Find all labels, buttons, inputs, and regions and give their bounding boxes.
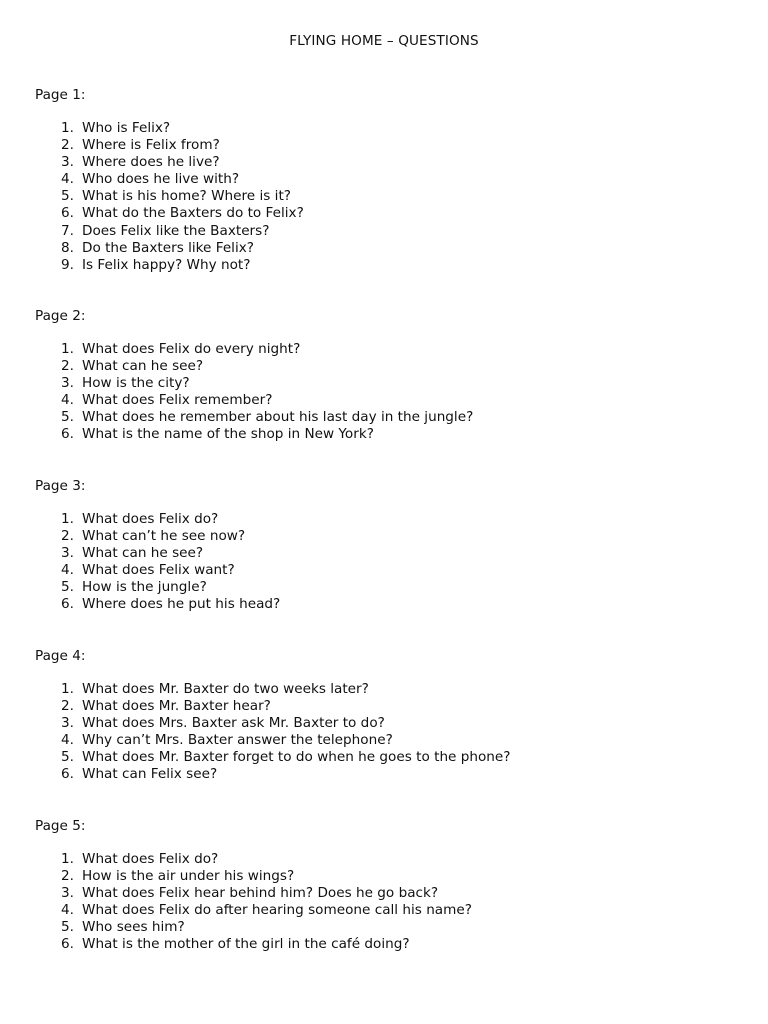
section-page-4 <box>35 648 735 784</box>
question-item <box>35 851 735 868</box>
question-text: What can’t he see now? <box>82 528 246 545</box>
document-title: FLYING HOME – QUESTIONS <box>289 33 479 49</box>
question-number: 3. <box>61 375 74 392</box>
question-list <box>35 511 735 614</box>
question-number: 6. <box>61 426 74 443</box>
question-number: 3. <box>61 545 74 562</box>
question-number: 5. <box>61 409 74 426</box>
question-text: How is the air under his wings? <box>82 868 295 885</box>
question-text: How is the city? <box>82 375 190 392</box>
question-item <box>35 868 735 885</box>
question-text: What does Felix do after hearing someone call his name? <box>82 902 472 919</box>
question-number: 3. <box>61 154 74 171</box>
section-label: Page 5: <box>35 818 86 834</box>
question-number: 6. <box>61 596 74 613</box>
question-list <box>35 120 735 274</box>
question-item <box>35 936 735 953</box>
question-text: Who is Felix? <box>82 120 171 136</box>
question-text: What does Mr. Baxter do two weeks later? <box>82 681 369 697</box>
question-text: How is the jungle? <box>82 579 207 596</box>
question-number: 5. <box>61 749 74 766</box>
section-page-5 <box>35 818 735 954</box>
question-item <box>35 426 735 443</box>
question-number: 8. <box>61 239 74 256</box>
question-number: 1. <box>61 511 74 527</box>
question-item <box>35 596 735 613</box>
question-item <box>35 409 735 426</box>
question-item <box>35 240 735 257</box>
question-number: 4. <box>61 732 74 749</box>
question-item <box>35 919 735 936</box>
question-text: What does Mrs. Baxter ask Mr. Baxter to do? <box>82 715 385 732</box>
question-item <box>35 120 735 137</box>
question-number: 9. <box>61 256 74 273</box>
question-text: What does Felix hear behind him? Does he go back? <box>82 885 439 902</box>
question-text: Who sees him? <box>82 919 185 936</box>
question-number: 7. <box>61 222 74 239</box>
question-text: What can Felix see? <box>82 766 218 783</box>
section-page-3 <box>35 478 735 614</box>
question-text: What is his home? Where is it? <box>82 188 291 205</box>
question-item <box>35 885 735 902</box>
question-item <box>35 749 735 766</box>
question-number: 4. <box>61 171 74 188</box>
question-item <box>35 392 735 409</box>
section-label: Page 4: <box>35 648 86 664</box>
question-number: 5. <box>61 188 74 205</box>
question-text: What does he remember about his last day in the jungle? <box>82 409 474 426</box>
question-number: 4. <box>61 902 74 919</box>
question-number: 1. <box>61 120 74 136</box>
question-item <box>35 681 735 698</box>
question-item <box>35 154 735 171</box>
question-item <box>35 205 735 222</box>
question-text: Do the Baxters like Felix? <box>82 239 254 256</box>
question-item <box>35 358 735 375</box>
section-label: Page 3: <box>35 478 86 494</box>
question-text: What can he see? <box>82 545 204 562</box>
question-number: 1. <box>61 341 74 357</box>
question-number: 4. <box>61 562 74 579</box>
question-item <box>35 188 735 205</box>
question-text: What does Felix do? <box>82 851 219 867</box>
section-page-1 <box>35 87 735 274</box>
question-text: Where does he live? <box>82 154 220 171</box>
question-item <box>35 223 735 240</box>
question-number: 1. <box>61 681 74 697</box>
question-item <box>35 545 735 562</box>
question-text: What do the Baxters do to Felix? <box>82 205 304 222</box>
question-item <box>35 257 735 274</box>
question-number: 1. <box>61 851 74 867</box>
question-number: 2. <box>61 358 74 375</box>
question-number: 6. <box>61 205 74 222</box>
question-text: Who does he live with? <box>82 171 240 188</box>
question-number: 2. <box>61 698 74 715</box>
question-list <box>35 681 735 784</box>
question-number: 3. <box>61 885 74 902</box>
question-item <box>35 171 735 188</box>
question-number: 2. <box>61 137 74 154</box>
question-item <box>35 732 735 749</box>
question-number: 6. <box>61 766 74 783</box>
question-item <box>35 579 735 596</box>
section-page-2 <box>35 308 735 444</box>
question-text: What does Felix want? <box>82 562 235 579</box>
question-number: 2. <box>61 528 74 545</box>
question-item <box>35 698 735 715</box>
question-text: Where does he put his head? <box>82 596 281 613</box>
section-label: Page 1: <box>35 87 86 103</box>
question-item <box>35 375 735 392</box>
question-text: What does Mr. Baxter forget to do when he goes to the phone? <box>82 749 511 766</box>
section-label: Page 2: <box>35 308 86 324</box>
question-item <box>35 902 735 919</box>
question-text: What does Mr. Baxter hear? <box>82 698 271 715</box>
question-item <box>35 766 735 783</box>
question-list <box>35 851 735 954</box>
question-item <box>35 715 735 732</box>
question-number: 4. <box>61 392 74 409</box>
question-number: 5. <box>61 919 74 936</box>
question-text: Where is Felix from? <box>82 137 220 154</box>
question-number: 3. <box>61 715 74 732</box>
question-item <box>35 511 735 528</box>
question-item <box>35 528 735 545</box>
question-text: What can he see? <box>82 358 204 375</box>
question-number: 6. <box>61 936 74 953</box>
question-number: 2. <box>61 868 74 885</box>
question-text: Is Felix happy? Why not? <box>82 256 251 273</box>
question-text: What is the mother of the girl in the café doing? <box>82 936 410 953</box>
question-item <box>35 562 735 579</box>
question-text: What does Felix do every night? <box>82 341 301 357</box>
question-text: Why can’t Mrs. Baxter answer the telephone? <box>82 732 393 749</box>
question-text: What is the name of the shop in New York? <box>82 426 374 443</box>
question-text: Does Felix like the Baxters? <box>82 222 270 239</box>
question-text: What does Felix do? <box>82 511 219 527</box>
question-list <box>35 341 735 444</box>
question-item <box>35 341 735 358</box>
question-text: What does Felix remember? <box>82 392 273 409</box>
question-item <box>35 137 735 154</box>
question-number: 5. <box>61 579 74 596</box>
